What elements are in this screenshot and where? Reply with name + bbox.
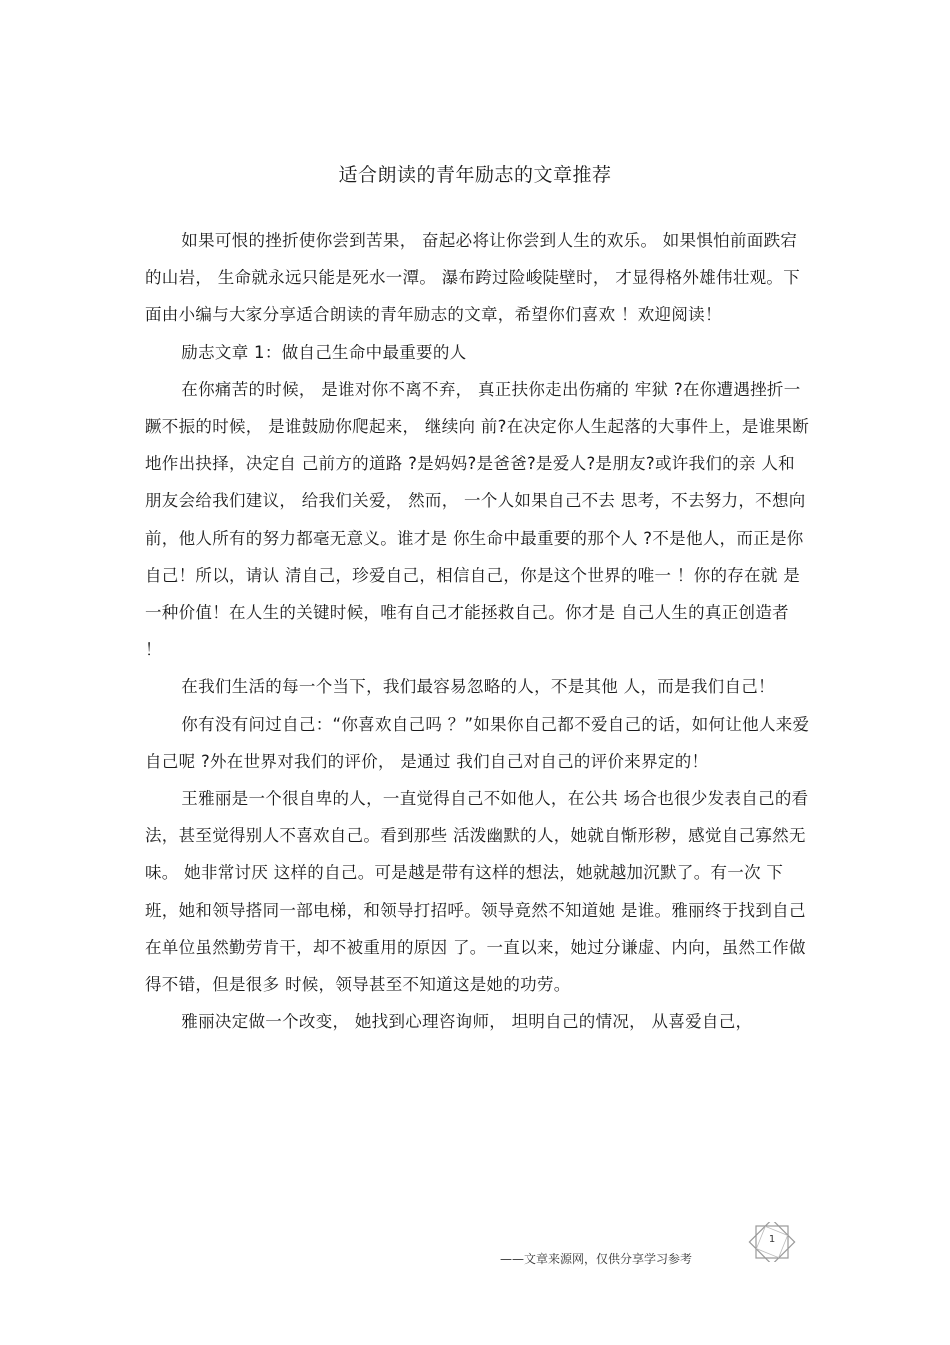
- paragraph: 王雅丽是一个很自卑的人，一直觉得自己不如他人，在公共 场合也很少发表自己的看法，甚至觉得别人不喜欢自己。看到那些 活泼幽默的人，她就自惭形秽，感觉自己寡然无味。 她非常讨厌 这样的自己。可是越是带有这样的想法，她就越加沉默了。有一次 下班，她和领导搭同一部电梯，和领导打招呼。领导竟然不知道她 是谁。雅丽终于找到自己在单位虽然勤劳肯干，却不被重用的原因 了。一直以来，她过分谦虚、内向，虽然工作做得不错，但是很多 时候，领导甚至不知道这是她的功劳。: [145, 789, 809, 995]
- document-title: 适合朗读的青年励志的文章推荐: [338, 164, 612, 186]
- footer-source-note: ——文章来源网，仅供分享学习参考: [500, 1252, 693, 1266]
- page-number: 1: [768, 1234, 776, 1245]
- paragraph: 雅丽决定做一个改变， 她找到心理咨询师， 坦明自己的情况， 从喜爱自己，: [181, 1012, 753, 1032]
- section-heading: 励志文章 1：做自己生命中最重要的人: [181, 342, 467, 362]
- paragraph: 在我们生活的每一个当下，我们最容易忽略的人，不是其他 人，而是我们自己！: [181, 677, 775, 697]
- paragraph-intro: 如果可恨的挫折使你尝到苦果， 奋起必将让你尝到人生的欢乐。 如果惧怕前面跌宕的山岩， 生命就永远只能是死水一潭。 瀑布跨过险峻陡壁时， 才显得格外雄伟壮观。下面由小编与大家分享适合朗读的青年励志的文章，希望你们喜欢 ！欢迎阅读！: [145, 231, 801, 325]
- paragraph: 在你痛苦的时候， 是谁对你不离不弃， 真正扶你走出伤痛的 牢狱 ?在你遭遇挫折一蹶不振的时候， 是谁鼓励你爬起来， 继续向 前?在决定你人生起落的大事件上，是谁果断地作出抉择，决定自 己前方的道路 ?是妈妈?是爸爸?是爱人?是朋友?或许我们的亲 人和朋友会给我们建议， 给我们关爱， 然而， 一个人如果自己不去 思考，不去努力，不想向前，他人所有的努力都毫无意义。谁才是 你生命中最重要的那个人 ?不是他人，而正是你自己！所以，请认 清自己，珍爱自己，相信自己，你是这个世界的唯一 ！你的存在就 是一种价值！在人生的关键时候，唯有自己才能拯救自己。你才是 自己人生的真正创造者 ！: [145, 379, 810, 660]
- paragraph: 你有没有问过自己：“你喜欢自己吗 ？”如果你自己都不爱自己的话，如何让他人来爱自己呢 ?外在世界对我们的评价， 是通过 我们自己对自己的评价来界定的！: [145, 714, 810, 771]
- document-body: [145, 222, 810, 1040]
